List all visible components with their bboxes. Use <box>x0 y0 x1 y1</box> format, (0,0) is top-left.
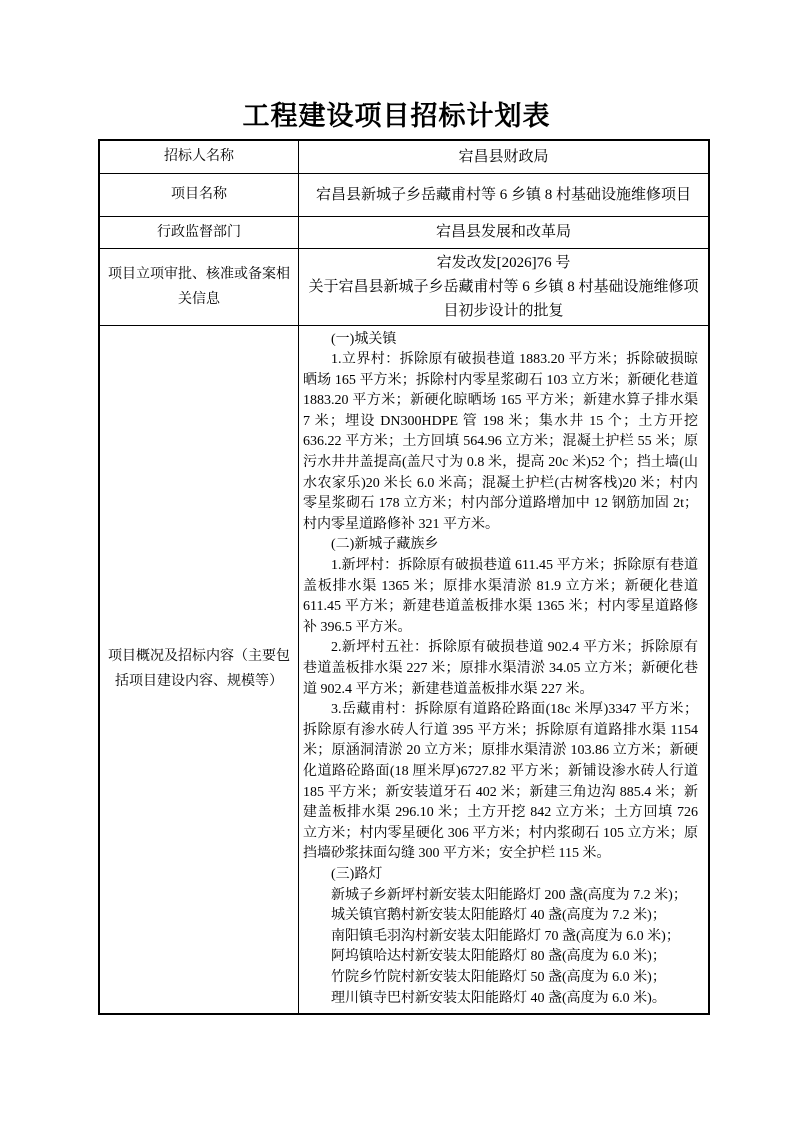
approval-doc-title: 关于宕昌县新城子乡岳藏甫村等 6 乡镇 8 村基础设施维修项目初步设计的批复 <box>308 278 699 319</box>
project-name-value: 宕昌县新城子乡岳藏甫村等 6 乡镇 8 村基础设施维修项目 <box>299 173 710 216</box>
bidding-plan-table <box>98 139 710 1015</box>
bidder-name-value: 宕昌县财政局 <box>299 140 710 173</box>
table-row-project-name <box>99 173 709 216</box>
streetlight-line-guane: 城关镇官鹅村新安装太阳能路灯 40 盏(高度为 7.2 米)； <box>331 908 666 924</box>
table-row-approval-info <box>99 248 709 325</box>
streetlight-line-hada: 阿坞镇哈达村新安装太阳能路灯 80 盏(高度为 6.0 米)； <box>331 949 666 965</box>
section-heading-streetlights: (三)路灯 <box>331 866 383 882</box>
approval-info-value <box>299 248 710 325</box>
approval-doc-number: 宕发改发[2026]76 号 <box>436 254 571 271</box>
supervision-dept-value: 宕昌县发展和改革局 <box>299 216 710 248</box>
streetlight-line-xinping: 新城子乡新坪村新安装太阳能路灯 200 盏(高度为 7.2 米)； <box>331 887 687 903</box>
page-title: 工程建设项目招标计划表 <box>242 101 551 131</box>
project-overview-value <box>299 325 710 1014</box>
paragraph-xinping-village: 1.新坪村：拆除原有破损巷道 611.45 平方米；拆除原有巷道盖板排水渠 1365 米；原排水渠清淤 81.9 立方米；新硬化巷道 611.45 平方米；新建巷道盖板排水渠 1365 米；村内零星道路修补 396.5 平方米。 <box>303 558 698 635</box>
section-heading-xinchengzi: (二)新城子藏族乡 <box>331 537 439 553</box>
project-name-label: 项目名称 <box>99 173 299 216</box>
streetlight-line-siba: 理川镇寺巴村新安装太阳能路灯 40 盏(高度为 6.0 米)。 <box>331 990 666 1006</box>
table-row-supervision-dept <box>99 216 709 248</box>
paragraph-xinping-wushe: 2.新坪村五社：拆除原有破损巷道 902.4 平方米；拆除原有巷道盖板排水渠 227 米；原排水渠清淤 34.05 立方米；新硬化巷道 902.4 平方米；新建巷道盖板排水渠 227 米。 <box>303 640 698 697</box>
approval-info-label: 项目立项审批、核准或备案相关信息 <box>99 248 299 325</box>
streetlight-line-zhuyuan: 竹院乡竹院村新安装太阳能路灯 50 盏(高度为 6.0 米)； <box>331 969 666 985</box>
supervision-dept-label: 行政监督部门 <box>99 216 299 248</box>
paragraph-lijie-village: 1.立界村：拆除原有破损巷道 1883.20 平方米；拆除破损晾晒场 165 平方米；拆除村内零星浆砌石 103 立方米；新硬化巷道 1883.20 平方米；新硬化晾晒场 165 平方米；新建水算子排水渠 7 米；埋设 DN300HDPE 管 198 米；集水井 15 个；土方开挖 636.22 平方米；土方回填 564.96 立方米；混凝土护栏 55 米；原污水井井盖提高(盖尺寸为 0.8 米，提高 20c 米)52 个；挡土墙(山水农家乐)20 米长 6.0 米高；混凝土护栏(古树客栈)20 米；村内零星浆砌石 178 立方米；村内部分道路增加中 12 钢筋加固 2t；村内零星道路修补 321 平方米。 <box>303 352 698 532</box>
bidder-name-label: 招标人名称 <box>99 140 299 173</box>
project-overview-label: 项目概况及招标内容（主要包括项目建设内容、规模等） <box>99 325 299 1014</box>
streetlight-line-maoyugou: 南阳镇毛羽沟村新安装太阳能路灯 70 盏(高度为 6.0 米)； <box>331 928 680 944</box>
table-row-bidder-name <box>99 140 709 173</box>
paragraph-yuezangfu-village: 3.岳藏甫村：拆除原有道路砼路面(18c 米厚)3347 平方米；拆除原有渗水砖人行道 395 平方米；拆除原有道路排水渠 1154 米；原涵洞清淤 20 立方米；原排水渠清淤 103.86 立方米；新硬化道路砼路面(18 厘米厚)6727.82 平方米；新铺设渗水砖人行道 185 平方米；新安装道牙石 402 米；新建三角边沟 885.4 米；新建盖板排水渠 296.10 米；土方开挖 842 立方米；土方回填 726 立方米；村内零星硬化 306 平方米；村内浆砌石 105 立方米；原挡墙砂浆抹面勾缝 300 平方米；安全护栏 115 米。 <box>303 702 698 862</box>
section-heading-chengguan: (一)城关镇 <box>331 331 397 347</box>
table-row-project-overview <box>99 325 709 1014</box>
